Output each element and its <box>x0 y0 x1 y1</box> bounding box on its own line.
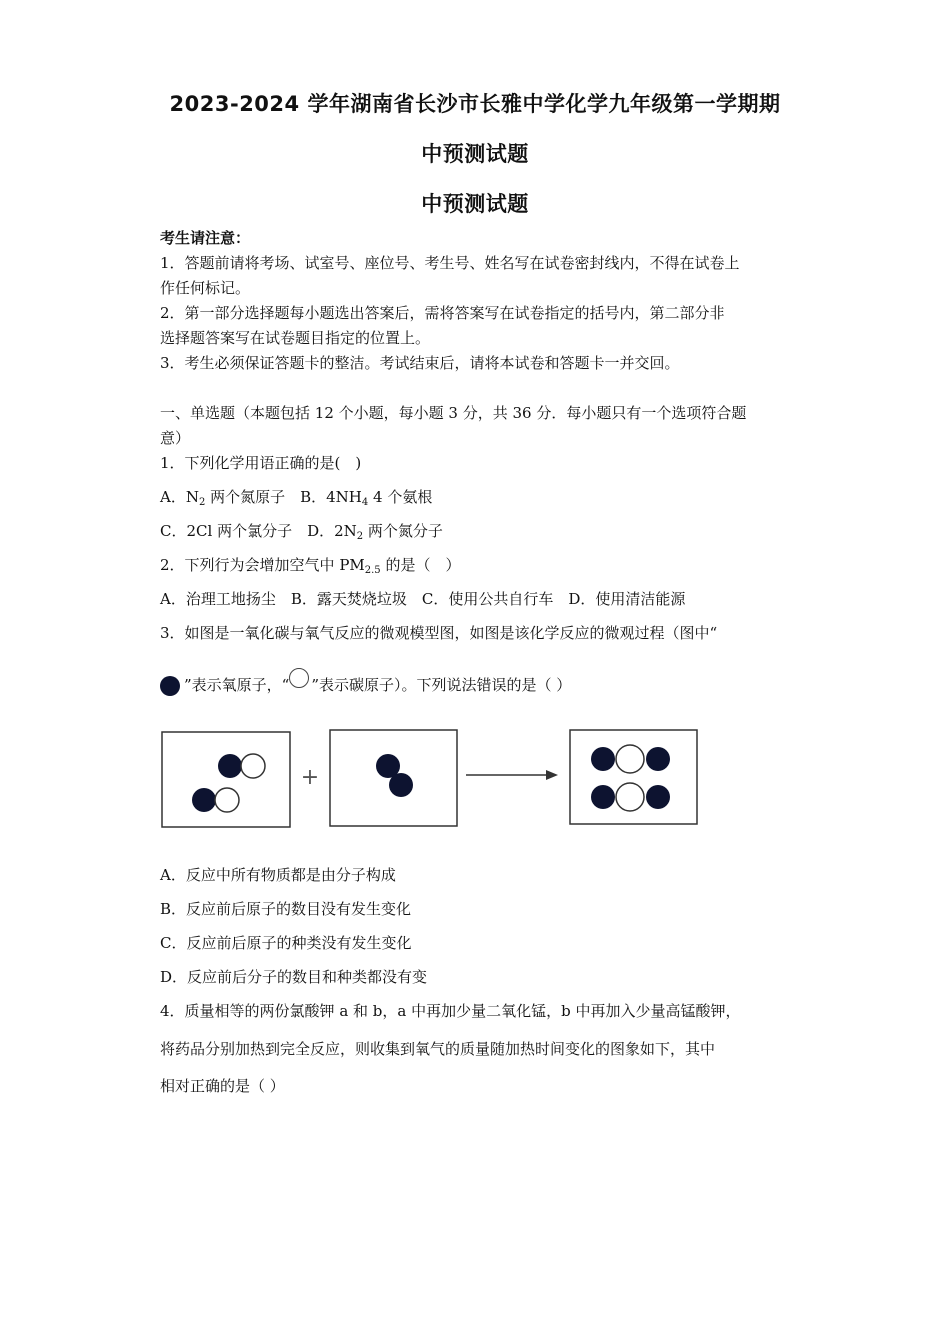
q2-options: A．治理工地扬尘 B．露天焚烧垃圾 C．使用公共自行车 D．使用清洁能源 <box>160 590 686 608</box>
section-heading-a: 一、单选题（本题包括 12 个小题，每小题 3 分，共 36 分．每小题只有一个选项符合题 <box>160 404 747 422</box>
title-line-3: 中预测试题 <box>421 192 529 216</box>
co2-molecule-2-oxygen-right <box>646 785 670 809</box>
co2-molecule-1-oxygen-right <box>646 747 670 771</box>
q2-stem <box>160 555 800 575</box>
o2-molecule-atom-2 <box>389 773 413 797</box>
co2-molecule-2-oxygen-left <box>591 785 615 809</box>
co-molecule-1-oxygen <box>218 754 242 778</box>
q3-stem-a: 3．如图是一氧化碳与氧气反应的微观模型图，如图是该化学反应的微观过程（图中“ <box>160 624 718 642</box>
q2-stem-a: 2．下列行为会增加空气中 PM <box>160 556 365 574</box>
q1-option-d-text: 两个氮分子 <box>363 522 443 540</box>
q1-option-a-sub: 2 <box>198 497 206 508</box>
q3-option-b: B．反应前后原子的数目没有发生变化 <box>160 900 412 918</box>
q4-line-3: 相对正确的是（ ） <box>160 1077 285 1095</box>
notice-item-2a: 2．第一部分选择题每小题选出答案后，需将答案写在试卷指定的括号内，第二部分非 <box>160 304 725 322</box>
q1-option-a-text: 两个氮原子 B．4NH <box>205 488 362 506</box>
q4-line-2: 将药品分别加热到完全反应，则收集到氧气的质量随加热时间变化的图象如下，其中 <box>160 1040 716 1058</box>
plus-sign: + <box>300 765 320 790</box>
q3-option-c: C．反应前后原子的种类没有发生变化 <box>160 934 412 952</box>
q1-stem: 1．下列化学用语正确的是( ) <box>160 454 362 472</box>
q1-option-c-label: C．2Cl 两个氯分子 D．2N <box>160 522 357 540</box>
co2-molecule-2-carbon <box>616 783 644 811</box>
title-line-1: 2023-2024 学年湖南省长沙市长雅中学化学九年级第一学期期 <box>169 92 781 116</box>
section-heading-b: 意） <box>160 429 191 447</box>
notice-item-1a: 1．答题前请将考场、试室号、座位号、考生号、姓名写在试卷密封线内，不得在试卷上 <box>160 254 740 272</box>
reaction-arrow-head <box>546 770 558 780</box>
reaction-diagram <box>160 728 705 833</box>
carbon-atom-icon <box>289 668 309 688</box>
q3-option-a: A．反应中所有物质都是由分子构成 <box>160 866 396 884</box>
q1-option-d-sub: 2 <box>356 531 364 542</box>
q1-option-b-text: 4 个氨根 <box>368 488 433 506</box>
oxygen-atom-icon <box>160 676 180 696</box>
q1-option-a-label: A．N <box>160 488 199 506</box>
q1-options-cd <box>160 521 800 541</box>
q3-stem-b2: ”表示碳原子）。下列说法错误的是（ ） <box>311 676 572 694</box>
title-line-2: 中预测试题 <box>421 142 529 166</box>
co-molecule-2-carbon <box>215 788 239 812</box>
q2-stem-b: 的是（ ） <box>380 556 461 574</box>
q3-option-d: D．反应前后分子的数目和种类都没有变 <box>160 968 428 986</box>
reactant-box-co <box>162 732 290 827</box>
notice-item-2b: 选择题答案写在试卷题目指定的位置上。 <box>160 329 431 347</box>
notice-item-1b: 作任何标记。 <box>160 279 251 297</box>
co-molecule-1-carbon <box>241 754 265 778</box>
q4-line-1: 4．质量相等的两份氯酸钾 a 和 b，a 中再加少量二氧化锰，b 中再加入少量高锰酸钾， <box>160 1002 741 1020</box>
q2-stem-sub: 2.5 <box>364 565 381 576</box>
q3-stem-b <box>160 675 800 696</box>
notice-heading: 考生请注意： <box>160 229 251 247</box>
q1-options-ab <box>160 487 800 507</box>
notice-item-3: 3．考生必须保证答题卡的整洁。考试结束后，请将本试卷和答题卡一并交回。 <box>160 354 680 372</box>
q1-option-b-sub: 4 <box>361 497 369 508</box>
q3-stem-b1: ”表示氧原子，“ <box>184 676 290 694</box>
co2-molecule-1-carbon <box>616 745 644 773</box>
co-molecule-2-oxygen <box>192 788 216 812</box>
co2-molecule-1-oxygen-left <box>591 747 615 771</box>
